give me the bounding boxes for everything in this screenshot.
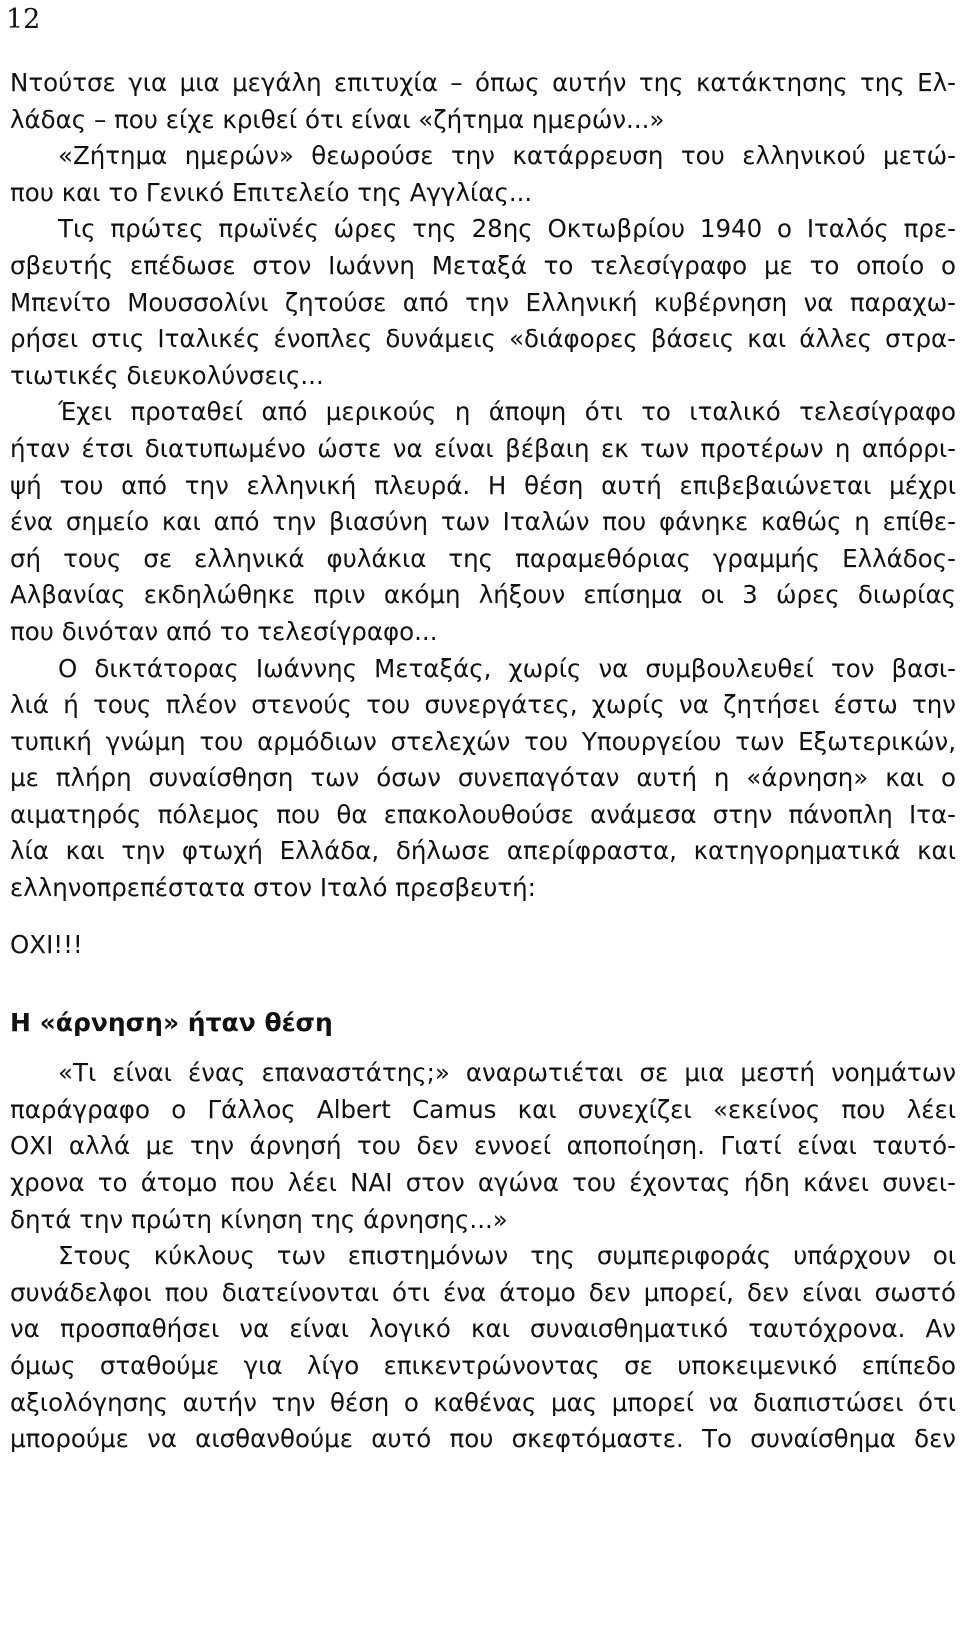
text-line: που δινόταν από το τελεσίγραφο... bbox=[10, 616, 438, 646]
text-line: τυπική γνώμη του αρμόδιων στελεχών του Υπουργείου των Εξωτερικών, bbox=[10, 726, 956, 756]
text-line: δητά την πρώτη κίνηση της άρνησης...» bbox=[10, 1204, 508, 1234]
text-line: «Ζήτημα ημερών» θεωρούσε την κατάρρευση του ελληνικού μετώ- bbox=[58, 141, 956, 171]
text-line: αιματηρός πόλεμος που θα επακολουθούσε ανάμεσα στην πάνοπλη Ιτα- bbox=[10, 799, 956, 829]
text-line: σή τους σε ελληνικά φυλάκια της παραμεθόριας γραμμής Ελλάδος- bbox=[10, 543, 956, 573]
text-line: λάδας – που είχε κριθεί ότι είναι «ζήτημα ημερών...» bbox=[10, 104, 665, 134]
text-line: Στους κύκλους των επιστημόνων της συμπεριφοράς υπάρχουν οι bbox=[58, 1241, 956, 1271]
text-line: λία και την φτωχή Ελλάδα, δήλωσε απερίφραστα, κατηγορηματικά και bbox=[10, 836, 956, 866]
text-line: Μπενίτο Μουσσολίνι ζητούσε από την Ελληνική κυβέρνηση να παραχω- bbox=[10, 287, 956, 317]
text-line: Έχει προταθεί από μερικούς η άποψη ότι το ιταλικό τελεσίγραφο bbox=[58, 397, 956, 427]
paragraph-6 bbox=[10, 1055, 956, 1238]
text-line: σβευτής επέδωσε στον Ιωάννη Μεταξά το τελεσίγραφο με το οποίο ο bbox=[10, 250, 956, 280]
text-line: ψή του από την ελληνική πλευρά. Η θέση αυτή επιβεβαιώνεται μέχρι bbox=[10, 470, 956, 500]
oxi-exclamation: ΟΧΙ!!! bbox=[10, 929, 83, 959]
paragraph-5 bbox=[10, 651, 956, 907]
paragraph-3 bbox=[10, 211, 956, 394]
text-line: να προσπαθήσει να είναι λογικό και συναισθηματικό ταυτόχρονα. Αν bbox=[10, 1314, 956, 1344]
text-line: Αλβανίας εκδηλώθηκε πριν ακόμη λήξουν επίσημα οι 3 ώρες διωρίας bbox=[10, 580, 956, 610]
text-line: τιωτικές διευκολύνσεις... bbox=[10, 360, 324, 390]
text-line: λιά ή τους πλέον στενούς του συνεργάτες, χωρίς να ζητήσει έστω την bbox=[10, 690, 956, 720]
page-body bbox=[10, 65, 956, 1458]
text-line: παράγραφο ο Γάλλος Albert Camus και συνεχίζει «εκείνος που λέει bbox=[10, 1094, 956, 1124]
text-line: ένα σημείο και από την βιασύνη των Ιταλών που φάνηκε καθώς η επίθε- bbox=[10, 507, 956, 537]
text-line: που και το Γενικό Επιτελείο της Αγγλίας... bbox=[10, 177, 533, 207]
text-line: «Τι είναι ένας επαναστάτης;» αναρωτιέται σε μια μεστή νοημάτων bbox=[58, 1058, 956, 1088]
paragraph-1 bbox=[10, 65, 956, 138]
page-number: 12 bbox=[6, 4, 41, 35]
section-heading: Η «άρνηση» ήταν θέση bbox=[10, 1008, 333, 1038]
text-line: μπορούμε να αισθανθούμε αυτό που σκεφτόμαστε. Το συναίσθημα δεν bbox=[10, 1424, 956, 1454]
paragraph-7 bbox=[10, 1238, 956, 1458]
paragraph-2 bbox=[10, 138, 956, 211]
text-line: συνάδελφοι που διατείνονται ότι ένα άτομο δεν μπορεί, δεν είναι σωστό bbox=[10, 1277, 956, 1307]
text-line: Ο δικτάτορας Ιωάννης Μεταξάς, χωρίς να συμβουλευθεί τον βασι- bbox=[58, 653, 956, 683]
text-line: με πλήρη συναίσθηση των όσων συνεπαγόταν αυτή η «άρνηση» και ο bbox=[10, 763, 956, 793]
text-line: ρήσει στις Ιταλικές ένοπλες δυνάμεις «διάφορες βάσεις και άλλες στρα- bbox=[10, 324, 956, 354]
text-line: όμως σταθούμε για λίγο επικεντρώνοντας σε υποκειμενικό επίπεδο bbox=[10, 1351, 956, 1380]
text-line: ελληνοπρεπέστατα στον Ιταλό πρεσβευτή: bbox=[10, 873, 536, 903]
paragraph-4 bbox=[10, 394, 956, 650]
text-line: ΟΧΙ αλλά με την άρνησή του δεν εννοεί αποποίηση. Γιατί είναι ταυτό- bbox=[10, 1131, 956, 1161]
text-line: Τις πρώτες πρωϊνές ώρες της 28ης Οκτωβρίου 1940 ο Ιταλός πρε- bbox=[58, 214, 956, 244]
text-line: ήταν έτσι διατυπωμένο ώστε να είναι βέβαιη εκ των προτέρων η απόρρι- bbox=[10, 433, 956, 463]
text-line: αξιολόγησης αυτήν την θέση ο καθένας μας μπορεί να διαπιστώσει ότι bbox=[10, 1387, 956, 1417]
text-line: χρονα το άτομο που λέει ΝΑΙ στον αγώνα του έχοντας ήδη κάνει συνει- bbox=[10, 1168, 956, 1198]
text-line: Ντούτσε για μια μεγάλη επιτυχία – όπως αυτήν της κατάκτησης της Ελ- bbox=[10, 68, 956, 97]
